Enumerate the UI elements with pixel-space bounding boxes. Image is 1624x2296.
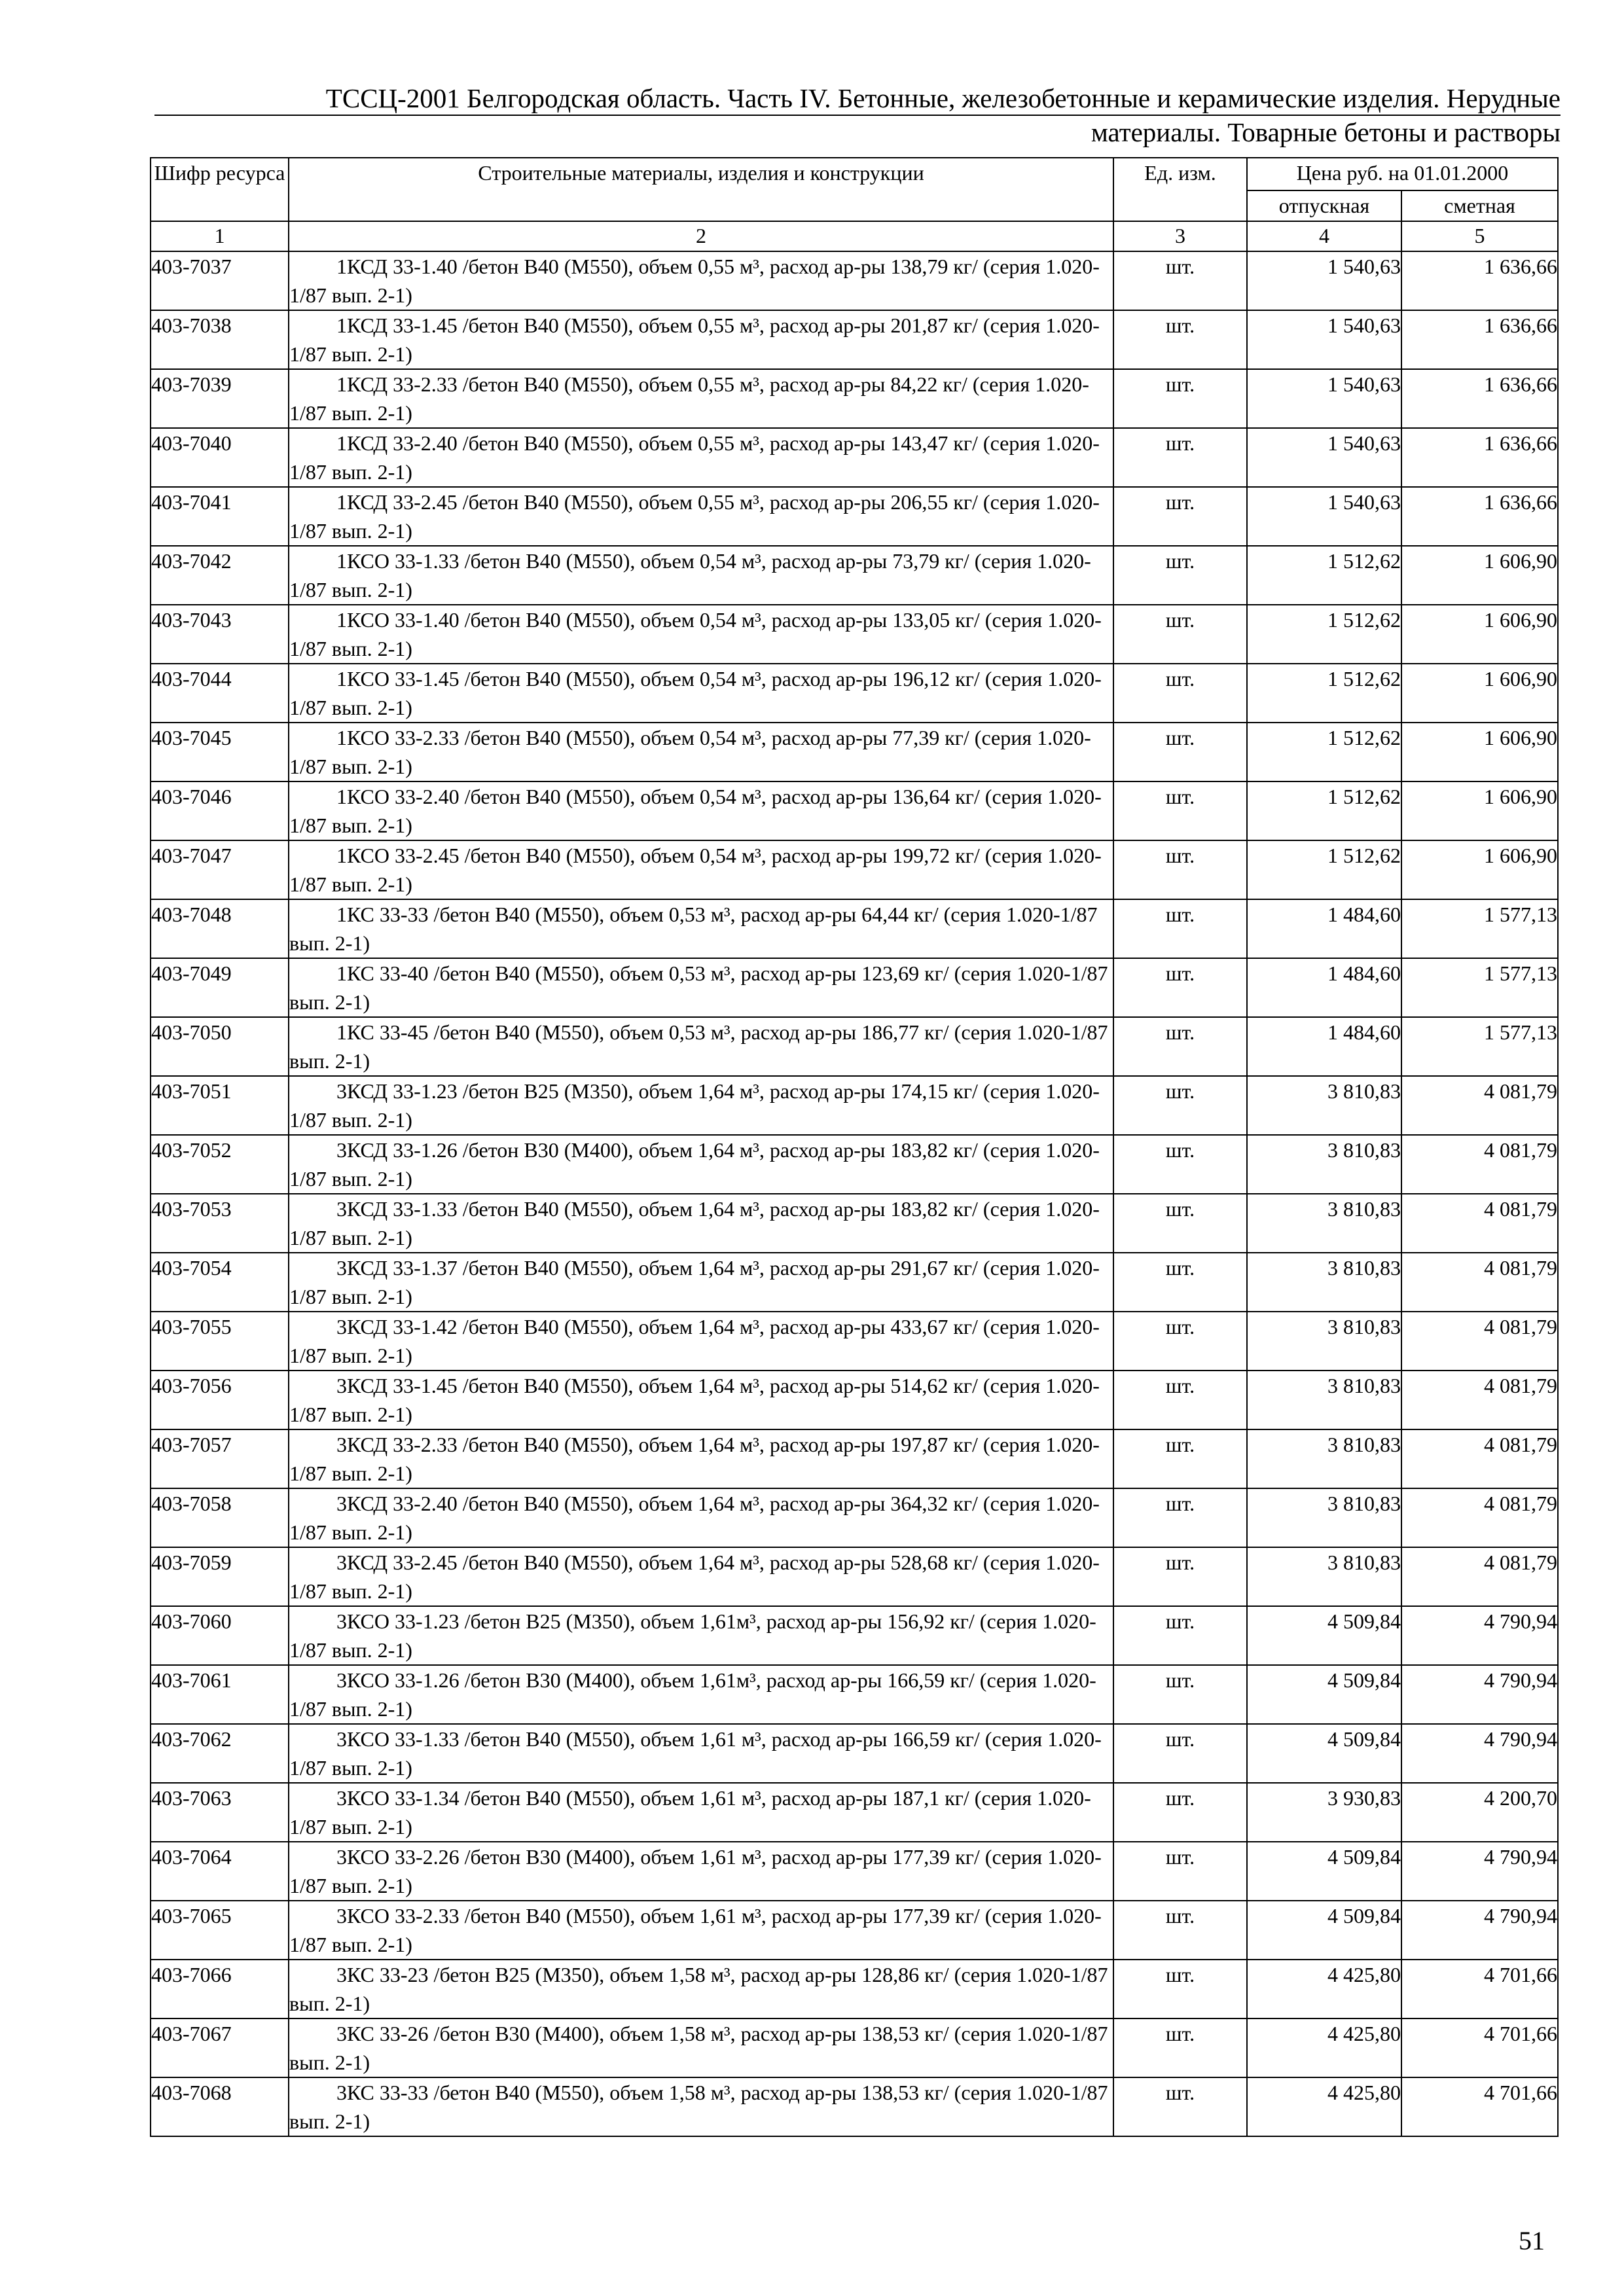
cell-price-release: 4 509,84 — [1247, 1724, 1401, 1783]
cell-price-estimate: 4 081,79 — [1401, 1312, 1558, 1371]
cell-name — [289, 546, 1113, 605]
cell-price-estimate: 4 701,66 — [1401, 2077, 1558, 2136]
table-row — [151, 1429, 1558, 1488]
cell-name — [289, 664, 1113, 723]
cell-unit: шт. — [1113, 1017, 1247, 1076]
table-row — [151, 1312, 1558, 1371]
cell-price-estimate: 4 790,94 — [1401, 1606, 1558, 1665]
cell-name-text: 1КСО 33-2.45 /бетон В40 (М550), объем 0,54 м³, расход ар-ры 199,72 кг/ (серия 1.020-1/87 вып. 2-1) — [289, 844, 1102, 896]
cell-unit: шт. — [1113, 1488, 1247, 1547]
cell-price-release: 4 425,80 — [1247, 2018, 1401, 2077]
col-number: 1 — [151, 221, 289, 251]
cell-code: 403-7048 — [151, 899, 289, 958]
cell-price-estimate: 4 790,94 — [1401, 1724, 1558, 1783]
table-row — [151, 840, 1558, 899]
cell-price-release: 1 512,62 — [1247, 840, 1401, 899]
cell-price-release: 1 540,63 — [1247, 310, 1401, 369]
cell-price-release: 3 810,83 — [1247, 1312, 1401, 1371]
cell-name — [289, 428, 1113, 487]
cell-price-release: 1 540,63 — [1247, 487, 1401, 546]
cell-name-text: 3КСО 33-2.26 /бетон В30 (М400), объем 1,61 м³, расход ар-ры 177,39 кг/ (серия 1.020-1/87 вып. 2-1) — [289, 1845, 1102, 1897]
cell-price-estimate: 4 790,94 — [1401, 1665, 1558, 1724]
cell-price-release: 3 810,83 — [1247, 1429, 1401, 1488]
table-row — [151, 1076, 1558, 1135]
cell-code: 403-7043 — [151, 605, 289, 664]
cell-price-release: 1 540,63 — [1247, 369, 1401, 428]
cell-unit: шт. — [1113, 1783, 1247, 1842]
cell-name-text: 3КСД 33-1.45 /бетон В40 (М550), объем 1,64 м³, расход ар-ры 514,62 кг/ (серия 1.020-1/87 вып. 2-1) — [289, 1374, 1100, 1426]
cell-name-text: 1КСД 33-2.40 /бетон В40 (М550), объем 0,55 м³, расход ар-ры 143,47 кг/ (серия 1.020-1/87 вып. 2-1) — [289, 431, 1100, 484]
cell-name — [289, 1960, 1113, 2018]
cell-name-text: 1КСО 33-1.45 /бетон В40 (М550), объем 0,54 м³, расход ар-ры 196,12 кг/ (серия 1.020-1/87 вып. 2-1) — [289, 667, 1102, 719]
page-header-line2: материалы. Товарные бетоны и растворы — [1091, 117, 1561, 147]
cell-name-text: 1КС 33-33 /бетон В40 (М550), объем 0,53 м³, расход ар-ры 64,44 кг/ (серия 1.020-1/87 вып. 2-1) — [289, 903, 1098, 955]
cell-unit: шт. — [1113, 605, 1247, 664]
cell-price-release: 1 512,62 — [1247, 723, 1401, 781]
cell-price-estimate: 1 606,90 — [1401, 546, 1558, 605]
table-row — [151, 1547, 1558, 1606]
table-row — [151, 1842, 1558, 1901]
cell-code: 403-7067 — [151, 2018, 289, 2077]
cell-name — [289, 958, 1113, 1017]
cell-name-text: 3КСД 33-1.33 /бетон В40 (М550), объем 1,64 м³, расход ар-ры 183,82 кг/ (серия 1.020-1/87 вып. 2-1) — [289, 1197, 1100, 1249]
cell-name — [289, 1194, 1113, 1253]
table-row — [151, 2077, 1558, 2136]
cell-name-text: 3КСД 33-2.33 /бетон В40 (М550), объем 1,64 м³, расход ар-ры 197,87 кг/ (серия 1.020-1/87 вып. 2-1) — [289, 1433, 1100, 1485]
cell-name-text: 1КСД 33-1.45 /бетон В40 (М550), объем 0,55 м³, расход ар-ры 201,87 кг/ (серия 1.020-1/87 вып. 2-1) — [289, 314, 1100, 366]
cell-name — [289, 1901, 1113, 1960]
table-row — [151, 1960, 1558, 2018]
cell-name — [289, 840, 1113, 899]
cell-unit: шт. — [1113, 899, 1247, 958]
table-row — [151, 1783, 1558, 1842]
cell-price-release: 3 810,83 — [1247, 1488, 1401, 1547]
cell-price-release: 4 509,84 — [1247, 1606, 1401, 1665]
cell-code: 403-7063 — [151, 1783, 289, 1842]
cell-unit: шт. — [1113, 1606, 1247, 1665]
cell-code: 403-7064 — [151, 1842, 289, 1901]
cell-code: 403-7044 — [151, 664, 289, 723]
cell-name — [289, 723, 1113, 781]
cell-unit: шт. — [1113, 310, 1247, 369]
cell-name-text: 1КС 33-45 /бетон В40 (М550), объем 0,53 м³, расход ар-ры 186,77 кг/ (серия 1.020-1/87 вып. 2-1) — [289, 1020, 1108, 1073]
cell-price-estimate: 4 701,66 — [1401, 2018, 1558, 2077]
cell-code: 403-7046 — [151, 781, 289, 840]
cell-code: 403-7050 — [151, 1017, 289, 1076]
cell-price-estimate: 1 577,13 — [1401, 899, 1558, 958]
table-row — [151, 369, 1558, 428]
cell-price-release: 3 810,83 — [1247, 1253, 1401, 1312]
col-number: 5 — [1401, 221, 1558, 251]
cell-code: 403-7037 — [151, 251, 289, 310]
cell-price-release: 1 484,60 — [1247, 958, 1401, 1017]
table-row — [151, 1901, 1558, 1960]
header-name: Строительные материалы, изделия и конструкции — [289, 158, 1113, 221]
cell-code: 403-7041 — [151, 487, 289, 546]
cell-unit: шт. — [1113, 546, 1247, 605]
cell-name-text: 3КСО 33-1.26 /бетон В30 (М400), объем 1,61м³, расход ар-ры 166,59 кг/ (серия 1.020-1/87 вып. 2-1) — [289, 1668, 1096, 1721]
cell-unit: шт. — [1113, 251, 1247, 310]
col-number: 3 — [1113, 221, 1247, 251]
table-row — [151, 1606, 1558, 1665]
cell-unit: шт. — [1113, 1135, 1247, 1194]
cell-unit: шт. — [1113, 1960, 1247, 2018]
cell-name — [289, 1783, 1113, 1842]
cell-name-text: 3КСД 33-2.40 /бетон В40 (М550), объем 1,64 м³, расход ар-ры 364,32 кг/ (серия 1.020-1/87 вып. 2-1) — [289, 1492, 1100, 1544]
cell-price-estimate: 1 606,90 — [1401, 840, 1558, 899]
cell-name — [289, 1017, 1113, 1076]
cell-name — [289, 1488, 1113, 1547]
cell-name-text: 3КСД 33-1.26 /бетон В30 (М400), объем 1,64 м³, расход ар-ры 183,82 кг/ (серия 1.020-1/87 вып. 2-1) — [289, 1138, 1100, 1191]
cell-price-release: 1 512,62 — [1247, 664, 1401, 723]
page-header-line1: ТССЦ-2001 Белгородская область. Часть IV. Бетонные, железобетонные и керамические изделия. Нерудные — [154, 82, 1561, 116]
cell-name-text: 3КС 33-33 /бетон В40 (М550), объем 1,58 м³, расход ар-ры 138,53 кг/ (серия 1.020-1/87 вып. 2-1) — [289, 2081, 1108, 2133]
cell-code: 403-7042 — [151, 546, 289, 605]
cell-name — [289, 2077, 1113, 2136]
page-number: 51 — [1519, 2226, 1545, 2255]
cell-name — [289, 1429, 1113, 1488]
cell-unit: шт. — [1113, 1429, 1247, 1488]
header-unit: Ед. изм. — [1113, 158, 1247, 221]
cell-unit: шт. — [1113, 723, 1247, 781]
cell-code: 403-7059 — [151, 1547, 289, 1606]
cell-unit: шт. — [1113, 1253, 1247, 1312]
table-row — [151, 310, 1558, 369]
cell-price-estimate: 1 606,90 — [1401, 605, 1558, 664]
cell-price-release: 1 512,62 — [1247, 781, 1401, 840]
cell-name-text: 1КСО 33-1.40 /бетон В40 (М550), объем 0,54 м³, расход ар-ры 133,05 кг/ (серия 1.020-1/87 вып. 2-1) — [289, 608, 1102, 660]
cell-code: 403-7055 — [151, 1312, 289, 1371]
cell-price-estimate: 1 636,66 — [1401, 251, 1558, 310]
cell-code: 403-7051 — [151, 1076, 289, 1135]
cell-price-estimate: 1 606,90 — [1401, 723, 1558, 781]
table-row — [151, 723, 1558, 781]
cell-price-estimate: 4 200,70 — [1401, 1783, 1558, 1842]
cell-name — [289, 369, 1113, 428]
cell-unit: шт. — [1113, 1371, 1247, 1429]
cell-code: 403-7049 — [151, 958, 289, 1017]
cell-name — [289, 251, 1113, 310]
cell-code: 403-7065 — [151, 1901, 289, 1960]
cell-unit: шт. — [1113, 1194, 1247, 1253]
cell-unit: шт. — [1113, 1724, 1247, 1783]
cell-unit: шт. — [1113, 1842, 1247, 1901]
cell-code: 403-7066 — [151, 1960, 289, 2018]
cell-price-estimate: 4 701,66 — [1401, 1960, 1558, 2018]
table-row — [151, 428, 1558, 487]
cell-unit: шт. — [1113, 1665, 1247, 1724]
cell-unit: шт. — [1113, 1076, 1247, 1135]
cell-name-text: 3КСД 33-1.37 /бетон В40 (М550), объем 1,64 м³, расход ар-ры 291,67 кг/ (серия 1.020-1/87 вып. 2-1) — [289, 1256, 1100, 1308]
cell-name — [289, 2018, 1113, 2077]
cell-name-text: 3КСО 33-1.33 /бетон В40 (М550), объем 1,61 м³, расход ар-ры 166,59 кг/ (серия 1.020-1/87 вып. 2-1) — [289, 1727, 1102, 1780]
table-row — [151, 251, 1558, 310]
cell-code: 403-7045 — [151, 723, 289, 781]
cell-price-release: 3 810,83 — [1247, 1194, 1401, 1253]
cell-price-estimate: 1 636,66 — [1401, 369, 1558, 428]
cell-price-estimate: 4 790,94 — [1401, 1842, 1558, 1901]
cell-name-text: 3КСД 33-1.42 /бетон В40 (М550), объем 1,64 м³, расход ар-ры 433,67 кг/ (серия 1.020-1/87 вып. 2-1) — [289, 1315, 1100, 1367]
cell-unit: шт. — [1113, 487, 1247, 546]
cell-price-estimate: 1 636,66 — [1401, 310, 1558, 369]
table-row — [151, 1488, 1558, 1547]
cell-code: 403-7038 — [151, 310, 289, 369]
cell-price-estimate: 4 081,79 — [1401, 1253, 1558, 1312]
cell-unit: шт. — [1113, 664, 1247, 723]
cell-name-text: 3КСО 33-2.33 /бетон В40 (М550), объем 1,61 м³, расход ар-ры 177,39 кг/ (серия 1.020-1/87 вып. 2-1) — [289, 1904, 1102, 1956]
cell-code: 403-7060 — [151, 1606, 289, 1665]
table-row — [151, 1371, 1558, 1429]
cell-name-text: 1КСО 33-2.33 /бетон В40 (М550), объем 0,54 м³, расход ар-ры 77,39 кг/ (серия 1.020-1/87 вып. 2-1) — [289, 726, 1091, 778]
price-table — [150, 157, 1559, 2137]
cell-unit: шт. — [1113, 2077, 1247, 2136]
cell-code: 403-7061 — [151, 1665, 289, 1724]
cell-unit: шт. — [1113, 428, 1247, 487]
cell-name-text: 3КСО 33-1.23 /бетон В25 (М350), объем 1,61м³, расход ар-ры 156,92 кг/ (серия 1.020-1/87 вып. 2-1) — [289, 1609, 1096, 1662]
cell-price-release: 1 540,63 — [1247, 428, 1401, 487]
table-row — [151, 2018, 1558, 2077]
cell-unit: шт. — [1113, 958, 1247, 1017]
header-code: Шифр ресурса — [151, 158, 289, 221]
cell-name — [289, 1842, 1113, 1901]
cell-unit: шт. — [1113, 1547, 1247, 1606]
cell-price-release: 3 810,83 — [1247, 1076, 1401, 1135]
cell-name-text: 3КСД 33-1.23 /бетон В25 (М350), объем 1,64 м³, расход ар-ры 174,15 кг/ (серия 1.020-1/87 вып. 2-1) — [289, 1079, 1100, 1132]
cell-code: 403-7057 — [151, 1429, 289, 1488]
table-row — [151, 781, 1558, 840]
cell-price-release: 1 540,63 — [1247, 251, 1401, 310]
cell-price-release: 4 425,80 — [1247, 1960, 1401, 2018]
cell-price-estimate: 1 606,90 — [1401, 781, 1558, 840]
cell-price-release: 4 509,84 — [1247, 1901, 1401, 1960]
cell-unit: шт. — [1113, 2018, 1247, 2077]
cell-name — [289, 899, 1113, 958]
cell-price-estimate: 4 081,79 — [1401, 1547, 1558, 1606]
cell-unit: шт. — [1113, 369, 1247, 428]
table-row — [151, 546, 1558, 605]
cell-code: 403-7058 — [151, 1488, 289, 1547]
table-row — [151, 1253, 1558, 1312]
cell-price-estimate: 4 790,94 — [1401, 1901, 1558, 1960]
table-row — [151, 1724, 1558, 1783]
cell-unit: шт. — [1113, 781, 1247, 840]
cell-name-text: 1КСО 33-2.40 /бетон В40 (М550), объем 0,54 м³, расход ар-ры 136,64 кг/ (серия 1.020-1/87 вып. 2-1) — [289, 785, 1102, 837]
cell-name — [289, 310, 1113, 369]
cell-name-text: 1КС 33-40 /бетон В40 (М550), объем 0,53 м³, расход ар-ры 123,69 кг/ (серия 1.020-1/87 вып. 2-1) — [289, 961, 1108, 1014]
table-row — [151, 487, 1558, 546]
cell-price-release: 4 509,84 — [1247, 1842, 1401, 1901]
cell-price-estimate: 1 636,66 — [1401, 487, 1558, 546]
cell-name — [289, 1076, 1113, 1135]
cell-price-estimate: 4 081,79 — [1401, 1371, 1558, 1429]
table-row — [151, 958, 1558, 1017]
cell-code: 403-7052 — [151, 1135, 289, 1194]
header-price-estimate: сметная — [1401, 190, 1558, 222]
cell-name — [289, 605, 1113, 664]
cell-price-release: 3 810,83 — [1247, 1371, 1401, 1429]
cell-price-release: 1 512,62 — [1247, 605, 1401, 664]
cell-name — [289, 487, 1113, 546]
cell-price-release: 1 484,60 — [1247, 1017, 1401, 1076]
cell-name-text: 1КСД 33-2.45 /бетон В40 (М550), объем 0,55 м³, расход ар-ры 206,55 кг/ (серия 1.020-1/87 вып. 2-1) — [289, 490, 1100, 543]
cell-price-release: 3 810,83 — [1247, 1135, 1401, 1194]
cell-price-estimate: 1 606,90 — [1401, 664, 1558, 723]
cell-name-text: 1КСО 33-1.33 /бетон В40 (М550), объем 0,54 м³, расход ар-ры 73,79 кг/ (серия 1.020-1/87 вып. 2-1) — [289, 549, 1091, 601]
cell-name-text: 3КСО 33-1.34 /бетон В40 (М550), объем 1,61 м³, расход ар-ры 187,1 кг/ (серия 1.020-1/87 вып. 2-1) — [289, 1786, 1091, 1839]
cell-name-text: 3КС 33-26 /бетон В30 (М400), объем 1,58 м³, расход ар-ры 138,53 кг/ (серия 1.020-1/87 вып. 2-1) — [289, 2022, 1108, 2074]
header-price: Цена руб. на 01.01.2000 — [1247, 158, 1558, 190]
cell-name — [289, 1547, 1113, 1606]
cell-code: 403-7056 — [151, 1371, 289, 1429]
cell-unit: шт. — [1113, 1312, 1247, 1371]
header-price-release: отпускная — [1247, 190, 1401, 222]
cell-code: 403-7053 — [151, 1194, 289, 1253]
cell-unit: шт. — [1113, 1901, 1247, 1960]
cell-name — [289, 1724, 1113, 1783]
table-row — [151, 1135, 1558, 1194]
table-row — [151, 605, 1558, 664]
cell-name — [289, 1253, 1113, 1312]
cell-name-text: 3КСД 33-2.45 /бетон В40 (М550), объем 1,64 м³, расход ар-ры 528,68 кг/ (серия 1.020-1/87 вып. 2-1) — [289, 1551, 1100, 1603]
cell-name-text: 1КСД 33-1.40 /бетон В40 (М550), объем 0,55 м³, расход ар-ры 138,79 кг/ (серия 1.020-1/87 вып. 2-1) — [289, 255, 1100, 307]
table-row — [151, 899, 1558, 958]
cell-code: 403-7054 — [151, 1253, 289, 1312]
cell-price-estimate: 4 081,79 — [1401, 1429, 1558, 1488]
col-number: 4 — [1247, 221, 1401, 251]
cell-code: 403-7040 — [151, 428, 289, 487]
cell-unit: шт. — [1113, 840, 1247, 899]
cell-price-release: 1 484,60 — [1247, 899, 1401, 958]
cell-price-estimate: 1 577,13 — [1401, 1017, 1558, 1076]
cell-code: 403-7062 — [151, 1724, 289, 1783]
cell-price-estimate: 4 081,79 — [1401, 1488, 1558, 1547]
table-row — [151, 664, 1558, 723]
cell-price-release: 1 512,62 — [1247, 546, 1401, 605]
cell-price-release: 3 810,83 — [1247, 1547, 1401, 1606]
cell-name — [289, 1665, 1113, 1724]
cell-name — [289, 781, 1113, 840]
cell-name — [289, 1135, 1113, 1194]
col-number: 2 — [289, 221, 1113, 251]
table-body — [151, 251, 1558, 2136]
cell-price-estimate: 4 081,79 — [1401, 1194, 1558, 1253]
cell-price-release: 3 930,83 — [1247, 1783, 1401, 1842]
cell-price-release: 4 425,80 — [1247, 2077, 1401, 2136]
cell-name — [289, 1312, 1113, 1371]
table-row — [151, 1665, 1558, 1724]
cell-name-text: 3КС 33-23 /бетон В25 (М350), объем 1,58 м³, расход ар-ры 128,86 кг/ (серия 1.020-1/87 вып. 2-1) — [289, 1963, 1108, 2015]
cell-price-estimate: 1 636,66 — [1401, 428, 1558, 487]
cell-name — [289, 1606, 1113, 1665]
cell-price-estimate: 1 577,13 — [1401, 958, 1558, 1017]
cell-code: 403-7039 — [151, 369, 289, 428]
cell-code: 403-7047 — [151, 840, 289, 899]
cell-price-estimate: 4 081,79 — [1401, 1135, 1558, 1194]
table-row — [151, 1017, 1558, 1076]
cell-price-release: 4 509,84 — [1247, 1665, 1401, 1724]
cell-name — [289, 1371, 1113, 1429]
cell-name-text: 1КСД 33-2.33 /бетон В40 (М550), объем 0,55 м³, расход ар-ры 84,22 кг/ (серия 1.020-1/87 вып. 2-1) — [289, 372, 1089, 425]
cell-code: 403-7068 — [151, 2077, 289, 2136]
cell-price-estimate: 4 081,79 — [1401, 1076, 1558, 1135]
table-row — [151, 1194, 1558, 1253]
